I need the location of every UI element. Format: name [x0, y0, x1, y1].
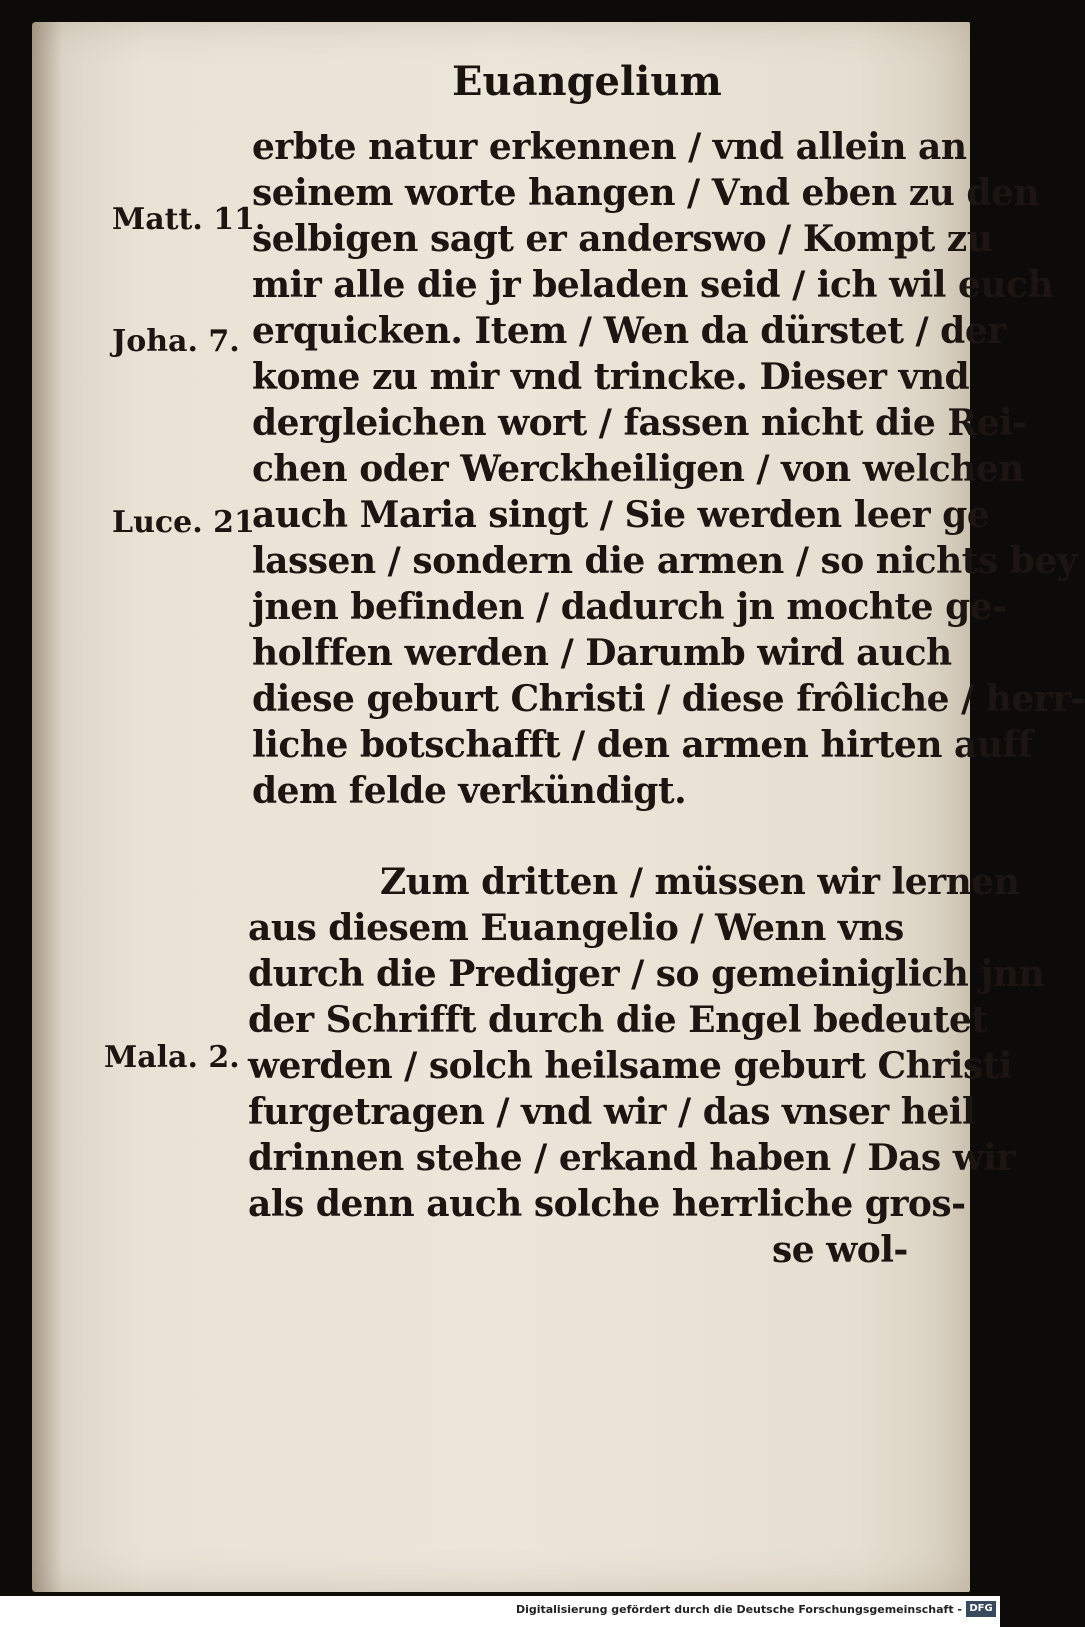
text-line: diese geburt Christi / diese frôliche / herr-: [252, 678, 1085, 720]
text-line: chen oder Werckheiligen / von welchen: [252, 448, 1024, 490]
dfg-logo: DFG: [966, 1601, 996, 1617]
text-line: Zum dritten / müssen wir lernen: [380, 861, 1020, 903]
margin-note: Mala. 2.: [104, 1040, 240, 1075]
text-line: durch die Prediger / so gemeiniglich jnn: [248, 953, 1045, 995]
text-line: furgetragen / vnd wir / das vnser heil: [248, 1091, 976, 1133]
text-line: drinnen stehe / erkand haben / Das wir: [248, 1137, 1015, 1179]
text-line: dem felde verkündigt.: [252, 770, 687, 812]
text-line: als denn auch solche herrliche gros-: [248, 1183, 966, 1225]
text-line: holffen werden / Darumb wird auch: [252, 632, 952, 674]
text-line: selbigen sagt er anderswo / Kompt zu: [252, 218, 993, 260]
footer-bar: [0, 1596, 1000, 1627]
text-line: aus diesem Euangelio / Wenn vns: [248, 907, 904, 949]
margin-note: Matt. 11.: [112, 202, 266, 237]
text-line: seinem worte hangen / Vnd eben zu den: [252, 172, 1040, 214]
funding-credit: Digitalisierung gefördert durch die Deutsche Forschungsgemeinschaft -: [515, 1603, 962, 1616]
text-line: werden / solch heilsame geburt Christi: [248, 1045, 1013, 1087]
text-line: jnen befinden / dadurch jn mochte ge-: [252, 586, 1007, 628]
text-line: auch Maria singt / Sie werden leer ge: [252, 494, 990, 536]
text-line: dergleichen wort / fassen nicht die Rei-: [252, 402, 1027, 444]
text-line: mir alle die jr beladen seid / ich wil euch: [252, 264, 1054, 306]
text-line: liche botschafft / den armen hirten auff: [252, 724, 1033, 766]
text-line: kome zu mir vnd trincke. Dieser vnd: [252, 356, 970, 398]
text-line: erbte natur erkennen / vnd allein an: [252, 126, 967, 168]
catchword: se wol-: [772, 1229, 908, 1271]
margin-note: Joha. 7.: [112, 324, 240, 359]
text-line: der Schrifft durch die Engel bedeutet: [248, 999, 988, 1041]
text-line: erquicken. Item / Wen da dürstet / der: [252, 310, 1006, 352]
text-line: lassen / sondern die armen / so nichts bey: [252, 540, 1078, 582]
margin-note: Luce. 21: [112, 505, 255, 540]
running-header: Euangelium: [452, 58, 722, 105]
